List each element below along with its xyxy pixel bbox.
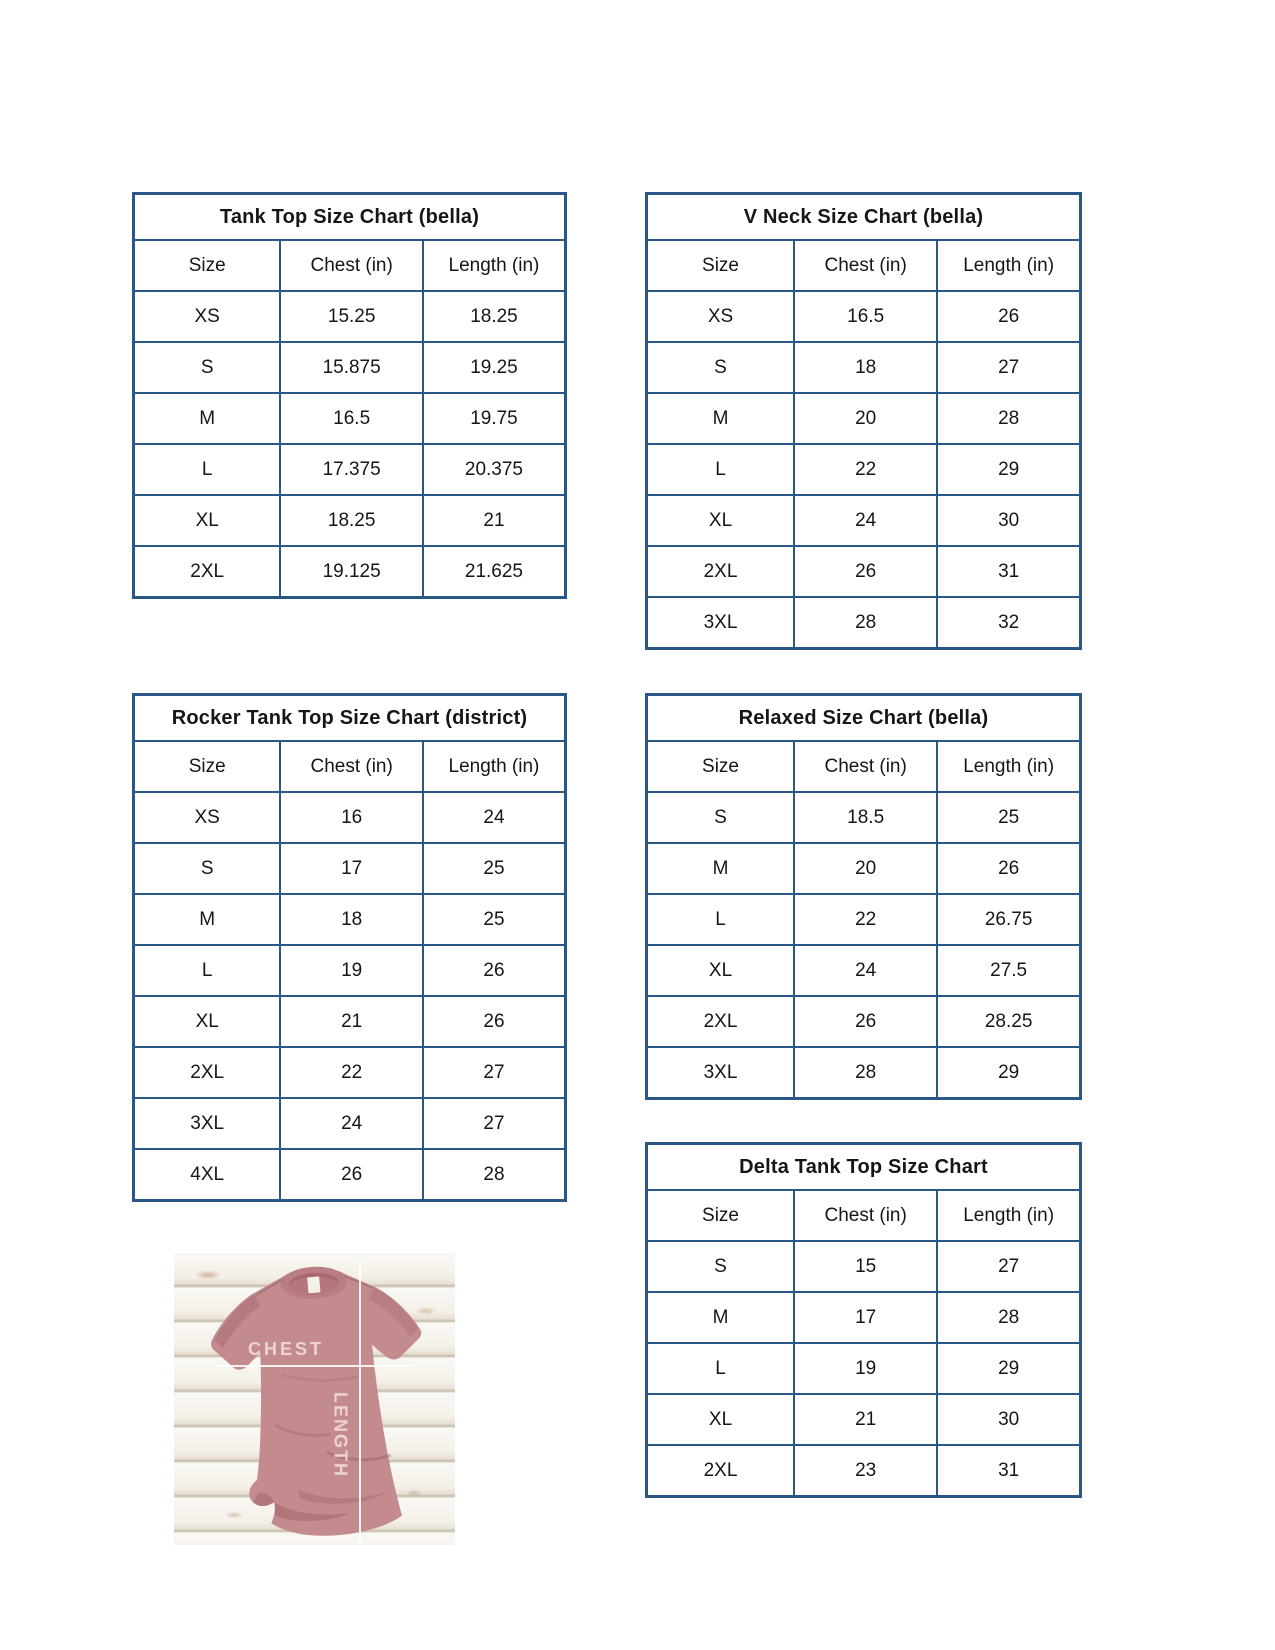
- table-row: [134, 1047, 566, 1098]
- delta-tank-top-table: [645, 1142, 1082, 1498]
- table-row: [647, 1394, 1081, 1445]
- length-cell: 28.25: [937, 996, 1080, 1047]
- length-cell: 27: [937, 1241, 1080, 1292]
- table-header-cell: Size: [134, 240, 281, 291]
- size-cell: L: [134, 444, 281, 495]
- size-cell: S: [647, 342, 795, 393]
- chest-cell: 16: [280, 792, 423, 843]
- table-title: Delta Tank Top Size Chart: [647, 1144, 1081, 1191]
- v-neck-size-chart: [645, 192, 1082, 650]
- table-row: [647, 597, 1081, 649]
- chest-cell: 18: [280, 894, 423, 945]
- table-title: V Neck Size Chart (bella): [647, 194, 1081, 241]
- chest-cell: 19.125: [280, 546, 423, 598]
- length-cell: 21: [423, 495, 566, 546]
- chest-cell: 17: [280, 843, 423, 894]
- length-cell: 24: [423, 792, 566, 843]
- size-cell: XL: [647, 495, 795, 546]
- table-row: [647, 444, 1081, 495]
- length-cell: 29: [937, 444, 1080, 495]
- size-cell: 3XL: [647, 1047, 795, 1099]
- relaxed-size-chart: [645, 693, 1082, 1100]
- size-cell: 3XL: [647, 597, 795, 649]
- chest-cell: 16.5: [794, 291, 937, 342]
- tshirt-graphic: [174, 1253, 455, 1545]
- table-header-cell: Size: [134, 741, 281, 792]
- length-cell: 31: [937, 1445, 1080, 1497]
- chest-cell: 18.5: [794, 792, 937, 843]
- table-header-cell: Length (in): [937, 1190, 1080, 1241]
- length-cell: 27.5: [937, 945, 1080, 996]
- size-cell: M: [134, 393, 281, 444]
- v-neck-table: [645, 192, 1082, 650]
- length-cell: 29: [937, 1343, 1080, 1394]
- chest-cell: 26: [280, 1149, 423, 1201]
- table-row: [134, 444, 566, 495]
- table-header-cell: Chest (in): [280, 240, 423, 291]
- table-title: Rocker Tank Top Size Chart (district): [134, 695, 566, 742]
- size-cell: 4XL: [134, 1149, 281, 1201]
- length-cell: 28: [937, 1292, 1080, 1343]
- size-cell: M: [647, 843, 795, 894]
- table-row: [647, 843, 1081, 894]
- chest-cell: 21: [794, 1394, 937, 1445]
- chest-cell: 19: [280, 945, 423, 996]
- chest-cell: 20: [794, 843, 937, 894]
- table-header-cell: Length (in): [937, 240, 1080, 291]
- size-cell: S: [647, 792, 795, 843]
- table-row: [647, 342, 1081, 393]
- size-cell: XL: [134, 495, 281, 546]
- table-row: [134, 996, 566, 1047]
- length-cell: 19.75: [423, 393, 566, 444]
- length-cell: 26.75: [937, 894, 1080, 945]
- size-cell: XS: [134, 792, 281, 843]
- chest-cell: 28: [794, 1047, 937, 1099]
- table-header-cell: Chest (in): [280, 741, 423, 792]
- table-row: [647, 393, 1081, 444]
- table-header-row: [134, 741, 566, 792]
- table-row: [134, 945, 566, 996]
- table-row: [647, 291, 1081, 342]
- table-row: [647, 1343, 1081, 1394]
- table-title: Tank Top Size Chart (bella): [134, 194, 566, 241]
- chest-cell: 19: [794, 1343, 937, 1394]
- table-row: [647, 546, 1081, 597]
- chest-cell: 22: [280, 1047, 423, 1098]
- table-row: [647, 996, 1081, 1047]
- table-row: [134, 291, 566, 342]
- size-cell: XL: [647, 945, 795, 996]
- table-row: [647, 1292, 1081, 1343]
- table-header-cell: Length (in): [937, 741, 1080, 792]
- size-cell: XS: [647, 291, 795, 342]
- table-row: [647, 1047, 1081, 1099]
- size-cell: 2XL: [134, 1047, 281, 1098]
- delta-tank-top-size-chart: [645, 1142, 1082, 1498]
- table-header-cell: Chest (in): [794, 1190, 937, 1241]
- size-cell: XS: [134, 291, 281, 342]
- chest-cell: 21: [280, 996, 423, 1047]
- table-header-cell: Size: [647, 741, 795, 792]
- size-cell: 2XL: [647, 1445, 795, 1497]
- table-row: [134, 843, 566, 894]
- table-header-cell: Chest (in): [794, 741, 937, 792]
- length-cell: 27: [423, 1047, 566, 1098]
- size-cell: XL: [647, 1394, 795, 1445]
- table-row: [134, 792, 566, 843]
- table-row: [647, 894, 1081, 945]
- size-cell: L: [647, 444, 795, 495]
- tshirt-measurement-photo: [174, 1253, 455, 1545]
- table-row: [134, 1098, 566, 1149]
- rocker-tank-top-table: [132, 693, 567, 1202]
- chest-cell: 17.375: [280, 444, 423, 495]
- length-cell: 25: [937, 792, 1080, 843]
- table-header-row: [647, 1190, 1081, 1241]
- length-cell: 27: [937, 342, 1080, 393]
- length-cell: 28: [423, 1149, 566, 1201]
- chest-cell: 22: [794, 444, 937, 495]
- size-cell: M: [647, 1292, 795, 1343]
- size-cell: L: [647, 894, 795, 945]
- tank-top-size-chart: [132, 192, 567, 599]
- length-cell: 19.25: [423, 342, 566, 393]
- chest-cell: 15: [794, 1241, 937, 1292]
- length-cell: 32: [937, 597, 1080, 649]
- table-header-cell: Size: [647, 1190, 795, 1241]
- size-cell: L: [134, 945, 281, 996]
- table-row: [134, 1149, 566, 1201]
- table-header-row: [134, 240, 566, 291]
- length-cell: 29: [937, 1047, 1080, 1099]
- chest-cell: 26: [794, 996, 937, 1047]
- size-cell: XL: [134, 996, 281, 1047]
- table-row: [647, 1241, 1081, 1292]
- chest-cell: 17: [794, 1292, 937, 1343]
- length-cell: 30: [937, 1394, 1080, 1445]
- table-row: [647, 792, 1081, 843]
- length-measurement-line: [359, 1261, 361, 1543]
- table-header-cell: Chest (in): [794, 240, 937, 291]
- chest-cell: 23: [794, 1445, 937, 1497]
- length-cell: 26: [937, 291, 1080, 342]
- size-cell: M: [134, 894, 281, 945]
- chest-cell: 24: [794, 495, 937, 546]
- length-cell: 31: [937, 546, 1080, 597]
- table-row: [134, 894, 566, 945]
- table-row: [647, 1445, 1081, 1497]
- length-cell: 21.625: [423, 546, 566, 598]
- size-cell: S: [134, 342, 281, 393]
- tank-top-table: [132, 192, 567, 599]
- chest-cell: 16.5: [280, 393, 423, 444]
- chest-cell: 24: [280, 1098, 423, 1149]
- length-cell: 20.375: [423, 444, 566, 495]
- length-cell: 27: [423, 1098, 566, 1149]
- length-cell: 30: [937, 495, 1080, 546]
- table-header-row: [647, 240, 1081, 291]
- table-header-cell: Length (in): [423, 240, 566, 291]
- table-row: [134, 546, 566, 598]
- size-cell: L: [647, 1343, 795, 1394]
- size-cell: 2XL: [134, 546, 281, 598]
- table-header-cell: Size: [647, 240, 795, 291]
- table-row: [647, 945, 1081, 996]
- size-cell: 2XL: [647, 546, 795, 597]
- table-row: [647, 495, 1081, 546]
- chest-cell: 15.25: [280, 291, 423, 342]
- chest-cell: 15.875: [280, 342, 423, 393]
- chest-cell: 18.25: [280, 495, 423, 546]
- length-cell: 18.25: [423, 291, 566, 342]
- size-cell: M: [647, 393, 795, 444]
- table-title: Relaxed Size Chart (bella): [647, 695, 1081, 742]
- chest-cell: 26: [794, 546, 937, 597]
- table-row: [134, 342, 566, 393]
- length-cell: 25: [423, 843, 566, 894]
- length-cell: 25: [423, 894, 566, 945]
- chest-measurement-line: [216, 1365, 414, 1367]
- size-cell: 2XL: [647, 996, 795, 1047]
- table-row: [134, 495, 566, 546]
- size-cell: S: [134, 843, 281, 894]
- chest-label: CHEST: [248, 1339, 325, 1359]
- length-cell: 26: [423, 945, 566, 996]
- length-label: LENGTH: [330, 1392, 351, 1478]
- table-header-row: [647, 741, 1081, 792]
- chest-cell: 20: [794, 393, 937, 444]
- chest-cell: 22: [794, 894, 937, 945]
- length-cell: 26: [423, 996, 566, 1047]
- relaxed-table: [645, 693, 1082, 1100]
- size-cell: 3XL: [134, 1098, 281, 1149]
- chest-cell: 24: [794, 945, 937, 996]
- rocker-tank-top-size-chart: [132, 693, 567, 1202]
- chest-cell: 28: [794, 597, 937, 649]
- chest-cell: 18: [794, 342, 937, 393]
- length-cell: 26: [937, 843, 1080, 894]
- table-row: [134, 393, 566, 444]
- length-cell: 28: [937, 393, 1080, 444]
- table-header-cell: Length (in): [423, 741, 566, 792]
- size-cell: S: [647, 1241, 795, 1292]
